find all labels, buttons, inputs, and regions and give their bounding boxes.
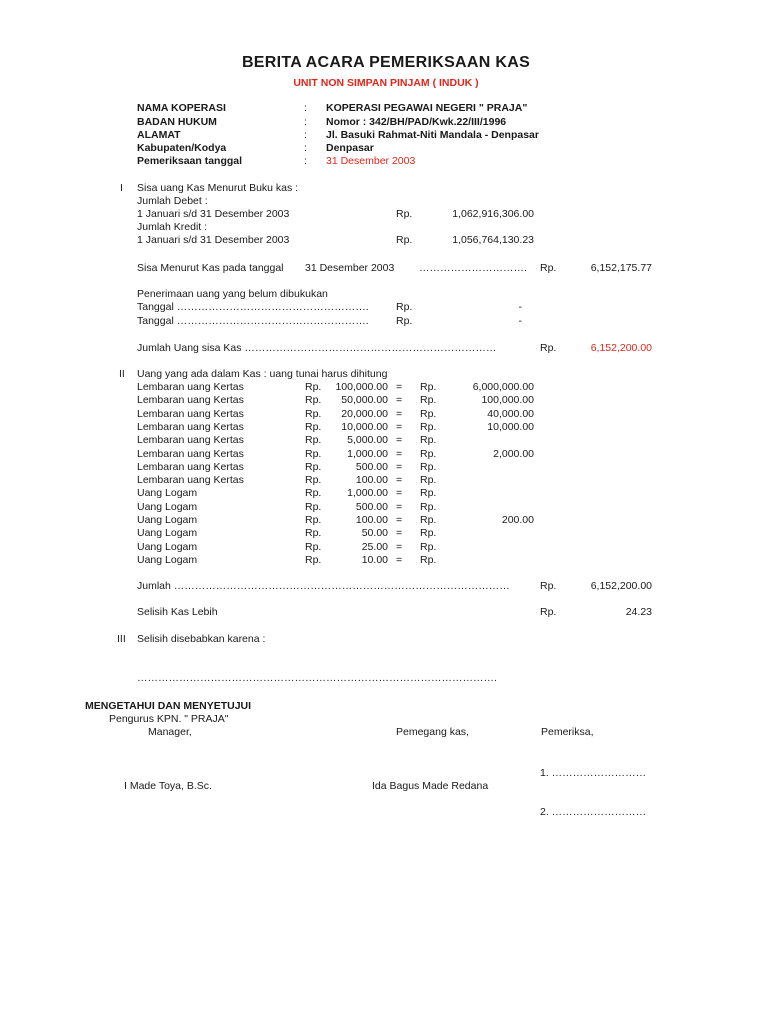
section-number: III (117, 633, 126, 645)
cash-row-label: Uang Logam (137, 500, 198, 513)
rp-label: Rp. (420, 540, 437, 553)
debet-period: 1 Januari s/d 31 Desember 2003 (137, 208, 290, 220)
jumlah-amount: 6,152,200.00 (590, 580, 652, 592)
header-colon: : (304, 129, 307, 141)
cash-row-denomination: 100.00 (355, 514, 388, 526)
rp-label: Rp. (540, 606, 557, 618)
rp-label: Rp. (305, 514, 322, 526)
equals-sign: = (396, 460, 403, 473)
rp-label: Rp. (396, 208, 413, 220)
selisih-label: Selisih Kas Lebih (137, 606, 218, 618)
manager-name: I Made Toya, B.Sc. (124, 780, 212, 792)
rp-label: Rp. (420, 381, 437, 393)
equals-sign: = (396, 407, 403, 420)
cash-row-label: Lembaran uang Kertas (137, 447, 244, 460)
header-colon: : (304, 155, 307, 167)
cash-row-label: Lembaran uang Kertas (137, 434, 244, 447)
rp-label: Rp. (420, 500, 437, 513)
document-title: BERITA ACARA PEMERIKSAAN KAS (241, 54, 531, 71)
equals-sign: = (396, 487, 403, 500)
cash-row-label: Uang Logam (137, 527, 198, 540)
cash-row-label: Lembaran uang Kertas (137, 394, 244, 407)
pemeriksa-title: Pemeriksa, (541, 726, 594, 738)
rp-label: Rp. (305, 474, 322, 487)
cash-row-label: Lembaran uang Kertas (137, 460, 244, 473)
cash-row-denomination: 100,000.00 (335, 381, 388, 393)
header-colon: : (304, 142, 307, 154)
section-heading: Sisa uang Kas Menurut Buku kas : (137, 182, 299, 194)
rp-label: Rp. (396, 301, 413, 313)
rp-label: Rp. (420, 460, 437, 473)
sisa-amount: 6,152,175.77 (590, 262, 652, 274)
tanggal-row-label: Tanggal ………………………………………………. (137, 301, 369, 313)
rp-label: Rp. (420, 420, 437, 433)
sisa-dots: …………………………. (419, 262, 527, 274)
cash-row-denomination: 50.00 (361, 527, 388, 540)
cash-row-denomination: 10,000.00 (341, 420, 388, 433)
rp-label: Rp. (305, 420, 322, 433)
cash-row-label: Uang Logam (137, 553, 198, 566)
rp-label: Rp. (420, 447, 437, 460)
rp-label: Rp. (540, 580, 557, 592)
equals-sign: = (396, 527, 403, 540)
cash-row-label: Uang Logam (137, 514, 198, 526)
cash-row-total: 10,000.00 (487, 420, 534, 433)
cash-row-denomination: 500.00 (355, 500, 388, 513)
cash-row-denomination: 500.00 (355, 460, 388, 473)
header-label-tanggal: Pemeriksaan tanggal (137, 155, 243, 167)
header-label-nama: NAMA KOPERASI (137, 102, 226, 114)
cash-row-label: Lembaran uang Kertas (137, 407, 244, 420)
cash-row-denomination: 1,000.00 (347, 487, 388, 500)
sisa-label: Sisa Menurut Kas pada tanggal (137, 262, 284, 274)
header-value-nama: KOPERASI PEGAWAI NEGERI " PRAJA" (326, 102, 528, 114)
cash-row-denomination: 1,000.00 (347, 447, 388, 460)
rp-label: Rp. (305, 527, 322, 540)
reason-dots: …………………………………………………………………………………………. (137, 672, 497, 684)
tanggal-row-amount: - (518, 301, 522, 313)
penerimaan-label: Penerimaan uang yang belum dibukukan (137, 288, 328, 300)
equals-sign: = (396, 394, 403, 407)
rp-label: Rp. (305, 500, 322, 513)
kredit-label: Jumlah Kredit : (137, 221, 208, 233)
cash-row-label: Lembaran uang Kertas (137, 474, 244, 487)
section-heading: Selisih disebabkan karena : (137, 633, 266, 645)
cash-row-total: 6,000,000.00 (472, 381, 534, 393)
tanggal-row-label: Tanggal ………………………………………………. (137, 315, 369, 327)
approve-heading: MENGETAHUI DAN MENYETUJUI (85, 700, 252, 712)
cash-row-denomination: 10.00 (361, 553, 388, 566)
section-number: II (119, 368, 125, 380)
header-label-badan: BADAN HUKUM (137, 116, 217, 128)
pengurus-label: Pengurus KPN. " PRAJA" (109, 713, 229, 725)
equals-sign: = (396, 514, 403, 526)
section-number: I (120, 182, 123, 194)
equals-sign: = (396, 434, 403, 447)
rp-label: Rp. (420, 553, 437, 566)
cash-row-total: 40,000.00 (487, 407, 534, 420)
cash-row-denomination: 25.00 (361, 540, 388, 553)
header-label-kabupaten: Kabupaten/Kodya (137, 142, 227, 154)
rp-label: Rp. (420, 514, 437, 526)
header-colon: : (304, 102, 307, 114)
rp-label: Rp. (420, 474, 437, 487)
rp-label: Rp. (305, 540, 322, 553)
jumlah-sisa-amount: 6,152,200.00 (590, 342, 652, 354)
equals-sign: = (396, 381, 403, 393)
cash-row-denomination: 50,000.00 (341, 394, 388, 407)
debet-label: Jumlah Debet : (137, 195, 208, 207)
rp-label: Rp. (420, 434, 437, 447)
header-label-alamat: ALAMAT (137, 129, 181, 141)
header-value-kabupaten: Denpasar (326, 142, 374, 154)
rp-label: Rp. (540, 262, 557, 274)
header-value-tanggal: 31 Desember 2003 (326, 155, 416, 167)
cash-row-label: Uang Logam (137, 540, 198, 553)
cash-row-label: Lembaran uang Kertas (137, 420, 244, 433)
rp-label: Rp. (305, 447, 322, 460)
jumlah-label: Jumlah …………………………………………………………………………………… (137, 580, 510, 592)
equals-sign: = (396, 553, 403, 566)
document-subtitle: UNIT NON SIMPAN PINJAM ( INDUK ) (293, 77, 479, 89)
tanggal-row-amount: - (518, 315, 522, 327)
cash-row-denomination: 100.00 (355, 474, 388, 487)
equals-sign: = (396, 540, 403, 553)
equals-sign: = (396, 500, 403, 513)
pemegang-name: Ida Bagus Made Redana (372, 780, 489, 792)
rp-label: Rp. (305, 381, 322, 393)
cash-row-total: 2,000.00 (493, 447, 534, 460)
rp-label: Rp. (305, 394, 322, 407)
equals-sign: = (396, 447, 403, 460)
equals-sign: = (396, 420, 403, 433)
header-colon: : (304, 116, 307, 128)
equals-sign: = (396, 474, 403, 487)
cash-row-denomination: 20,000.00 (341, 407, 388, 420)
rp-label: Rp. (420, 487, 437, 500)
kredit-period: 1 Januari s/d 31 Desember 2003 (137, 234, 290, 246)
rp-label: Rp. (305, 487, 322, 500)
selisih-amount: 24.23 (625, 606, 652, 618)
manager-title: Manager, (148, 726, 192, 738)
rp-label: Rp. (420, 394, 437, 407)
cash-row-label: Lembaran uang Kertas (137, 381, 244, 393)
rp-label: Rp. (305, 407, 322, 420)
rp-label: Rp. (540, 342, 557, 354)
pemegang-title: Pemegang kas, (396, 726, 469, 738)
pemeriksa-line-1: 1. ……………………… (540, 767, 647, 779)
pemeriksa-line-2: 2. ……………………… (540, 806, 647, 818)
rp-label: Rp. (420, 527, 437, 540)
header-value-badan: Nomor : 342/BH/PAD/Kwk.22/III/1996 (326, 116, 507, 128)
debet-amount: 1,062,916,306.00 (452, 208, 534, 220)
rp-label: Rp. (396, 234, 413, 246)
rp-label: Rp. (420, 407, 437, 420)
cash-row-denomination: 5,000.00 (347, 434, 388, 447)
sisa-date: 31 Desember 2003 (305, 262, 395, 274)
cash-row-total: 100,000.00 (481, 394, 534, 407)
cash-row-total: 200.00 (501, 514, 534, 526)
section-heading: Uang yang ada dalam Kas : uang tunai harus dihitung (137, 368, 388, 380)
cash-row-label: Uang Logam (137, 487, 198, 500)
rp-label: Rp. (305, 553, 322, 566)
header-value-alamat: Jl. Basuki Rahmat-Niti Mandala - Denpasar (326, 129, 539, 141)
rp-label: Rp. (305, 434, 322, 447)
rp-label: Rp. (305, 460, 322, 473)
rp-label: Rp. (396, 315, 413, 327)
kredit-amount: 1,056,764,130.23 (452, 234, 534, 246)
jumlah-sisa-label: Jumlah Uang sisa Kas ……………………………………………………………… (137, 342, 497, 354)
